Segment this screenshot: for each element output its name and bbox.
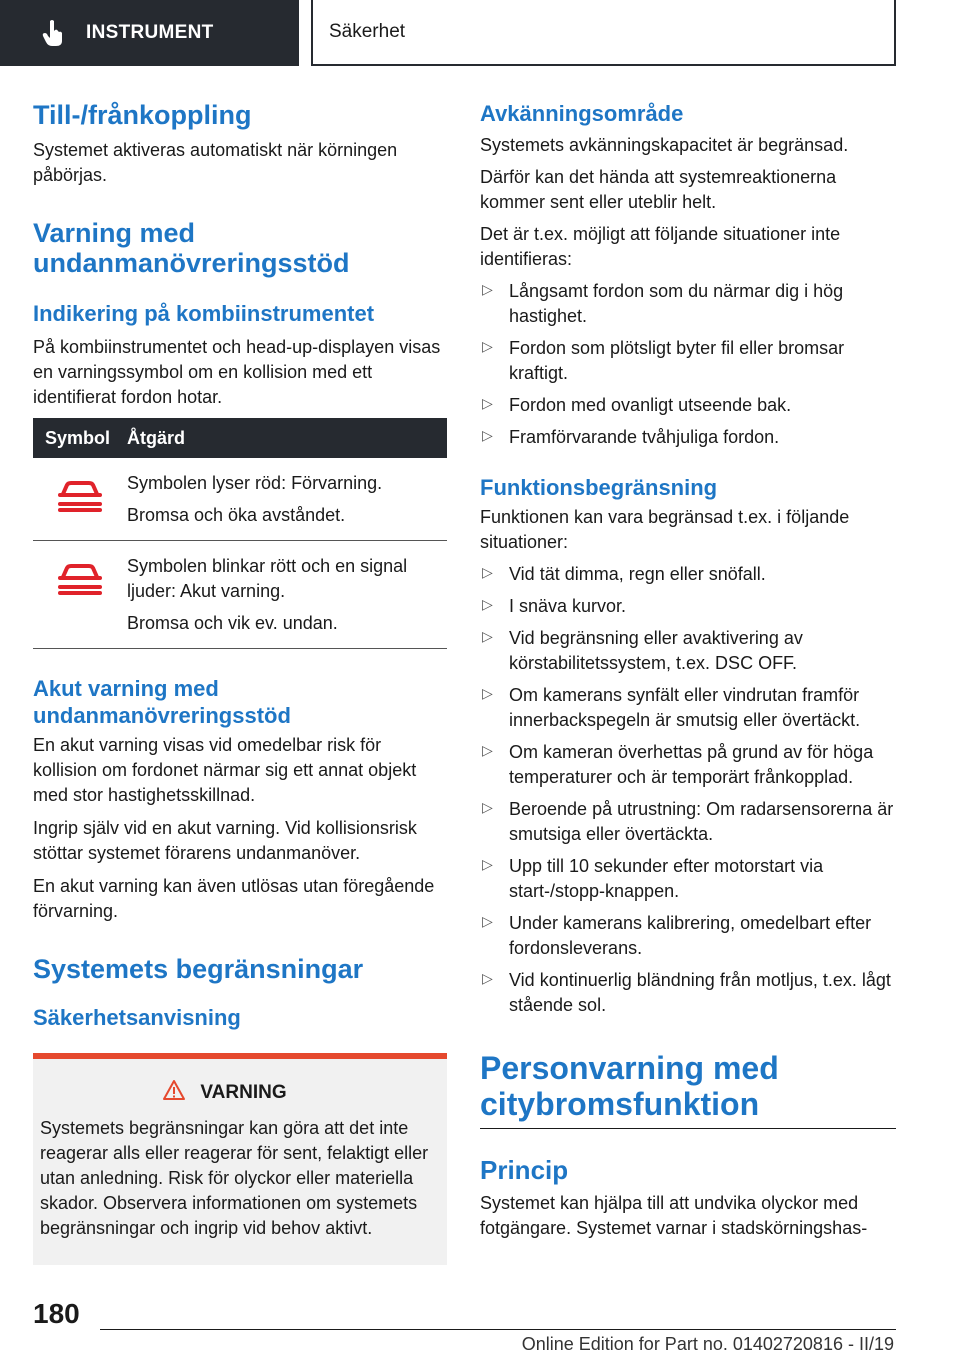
bullet-list-avk bbox=[480, 279, 896, 450]
list-item: ▷ I snäva kurvor. bbox=[480, 594, 896, 619]
triangle-bullet-icon: ▷ bbox=[482, 564, 493, 580]
list-item: ▷ Vid tät dimma, regn eller snöfall. bbox=[480, 562, 896, 587]
table-row bbox=[33, 541, 447, 649]
warning-text: Systemets begränsningar kan göra att det inte reagerar alls eller reagerar för sent, felaktigt eller utan anledning. Risk för olyckor eller materiella skador. Observera informationen om systemets begränsningar och ingrip vid behov aktivt. bbox=[40, 1118, 429, 1238]
header-section-tab bbox=[0, 0, 299, 66]
section-title: INSTRUMENT bbox=[86, 22, 214, 43]
heading-rule bbox=[480, 1128, 896, 1129]
paragraph-akut-2: Ingrip själv vid en akut varning. Vid kollisionsrisk stöttar systemet förarens undanmanöver. bbox=[33, 818, 417, 863]
paragraph-avk-3: Det är t.ex. möjligt att följande situationer inte identifieras: bbox=[480, 224, 841, 269]
symbol-table bbox=[33, 418, 447, 649]
hand-pointer-icon bbox=[40, 19, 66, 47]
list-item: ▷ Fordon som plötsligt byter fil eller bromsar kraftigt. bbox=[480, 336, 896, 386]
heading-indikering: Indikering på kombiinstrumentet bbox=[33, 301, 375, 326]
list-item: ▷ Vid begränsning eller avaktivering av körstabilitetssystem, t.ex. DSC OFF. bbox=[480, 626, 896, 676]
triangle-bullet-icon: ▷ bbox=[482, 395, 493, 411]
heading-princip: Princip bbox=[480, 1155, 569, 1185]
warning-box bbox=[33, 1053, 447, 1265]
warning-triangle-icon bbox=[162, 1079, 186, 1106]
triangle-bullet-icon: ▷ bbox=[482, 427, 493, 443]
list-item: ▷ Om kamerans synfält eller vindrutan framför innerbackspegeln är smutsig eller övertäckt. bbox=[480, 683, 896, 733]
triangle-bullet-icon: ▷ bbox=[482, 338, 493, 354]
table-cell-text: Symbolen lyser röd: Förvarning. bbox=[127, 473, 383, 493]
bullet-list-funk bbox=[480, 562, 896, 1018]
chapter-title: Säkerhet bbox=[329, 21, 406, 42]
table-cell-text: Bromsa och vik ev. undan. bbox=[127, 613, 338, 633]
paragraph-akut-3: En akut varning kan även utlösas utan föregående förvarning. bbox=[33, 876, 435, 921]
header-chapter bbox=[311, 0, 896, 66]
table-cell-text: Symbolen blinkar rött och en signal ljuder: Akut varning. bbox=[127, 556, 408, 601]
list-item: ▷ Under kamerans kalibrering, omedelbart efter fordonsleverans. bbox=[480, 911, 896, 961]
triangle-bullet-icon: ▷ bbox=[482, 970, 493, 986]
footer-edition: Online Edition for Part no. 01402720816 - II/19 bbox=[521, 1334, 894, 1354]
heading-avkanningsomrade: Avkänningsområde bbox=[480, 101, 684, 126]
triangle-bullet-icon: ▷ bbox=[482, 913, 493, 929]
paragraph-funk: Funktionen kan vara begränsad t.ex. i följande situationer: bbox=[480, 507, 850, 552]
table-header-symbol: Symbol bbox=[45, 427, 111, 448]
car-warning-icon bbox=[55, 480, 105, 519]
triangle-bullet-icon: ▷ bbox=[482, 596, 493, 612]
list-item: ▷ Långsamt fordon som du närmar dig i hög hastighet. bbox=[480, 279, 896, 329]
left-column bbox=[33, 100, 447, 1265]
page-number: 180 bbox=[33, 1298, 80, 1329]
paragraph-avk-1: Systemets avkänningskapacitet är begränsad. bbox=[480, 135, 849, 155]
heading-sakerhetsanvisning: Säkerhetsanvisning bbox=[33, 1005, 241, 1030]
paragraph-akut-1: En akut varning visas vid omedelbar risk för kollision om fordonet närmar sig ett annat objekt med stor hastighetsskillnad. bbox=[33, 735, 417, 805]
footer-rule bbox=[100, 1329, 896, 1330]
list-item: ▷ Vid kontinuerlig bländning från motljus, t.ex. lågt stående sol. bbox=[480, 968, 896, 1018]
warning-label: VARNING bbox=[200, 1081, 287, 1103]
table-row bbox=[33, 458, 447, 541]
paragraph-avk-2: Därför kan det hända att systemreaktionerna kommer sent eller uteblir helt. bbox=[480, 167, 837, 212]
table-header bbox=[33, 418, 447, 458]
list-item: ▷ Upp till 10 sekunder efter motorstart via start-/stopp-knappen. bbox=[480, 854, 896, 904]
paragraph-princip: Systemet kan hjälpa till att undvika olyckor med fotgängare. Systemet varnar i stadskörningshas- bbox=[480, 1193, 868, 1238]
list-item: ▷ Fordon med ovanligt utseende bak. bbox=[480, 393, 896, 418]
heading-akut: Akut varning med undanmanövreringsstöd bbox=[33, 676, 291, 728]
triangle-bullet-icon: ▷ bbox=[482, 281, 493, 297]
paragraph-indikering: På kombiinstrumentet och head-up-displayen visas en varningssymbol om en kollision med ett identifierat fordon hotar. bbox=[33, 337, 441, 407]
warning-header bbox=[10, 1079, 439, 1106]
heading-personvarning: Personvarning med citybromsfunktion bbox=[480, 1050, 779, 1122]
triangle-bullet-icon: ▷ bbox=[482, 856, 493, 872]
heading-begransningar: Systemets begränsningar bbox=[33, 954, 364, 984]
table-header-atgard: Åtgärd bbox=[127, 427, 185, 448]
list-item: ▷ Framförvarande tvåhjuliga fordon. bbox=[480, 425, 896, 450]
list-item: ▷ Om kameran överhettas på grund av för höga temperaturer och är temporärt frånkopplad. bbox=[480, 740, 896, 790]
triangle-bullet-icon: ▷ bbox=[482, 742, 493, 758]
heading-till-fran: Till-/frånkoppling bbox=[33, 100, 252, 130]
right-column bbox=[480, 100, 896, 1241]
heading-funktionsbegransning: Funktionsbegränsning bbox=[480, 475, 718, 500]
list-item: ▷ Beroende på utrustning: Om radarsensorerna är smutsiga eller övertäckta. bbox=[480, 797, 896, 847]
paragraph-till-fran: Systemet aktiveras automatiskt när körningen påbörjas. bbox=[33, 140, 398, 185]
triangle-bullet-icon: ▷ bbox=[482, 628, 493, 644]
heading-varning: Varning med undanmanövreringsstöd bbox=[33, 218, 350, 278]
car-warning-icon bbox=[55, 563, 105, 602]
table-cell-text: Bromsa och öka avståndet. bbox=[127, 505, 346, 525]
triangle-bullet-icon: ▷ bbox=[482, 685, 493, 701]
triangle-bullet-icon: ▷ bbox=[482, 799, 493, 815]
